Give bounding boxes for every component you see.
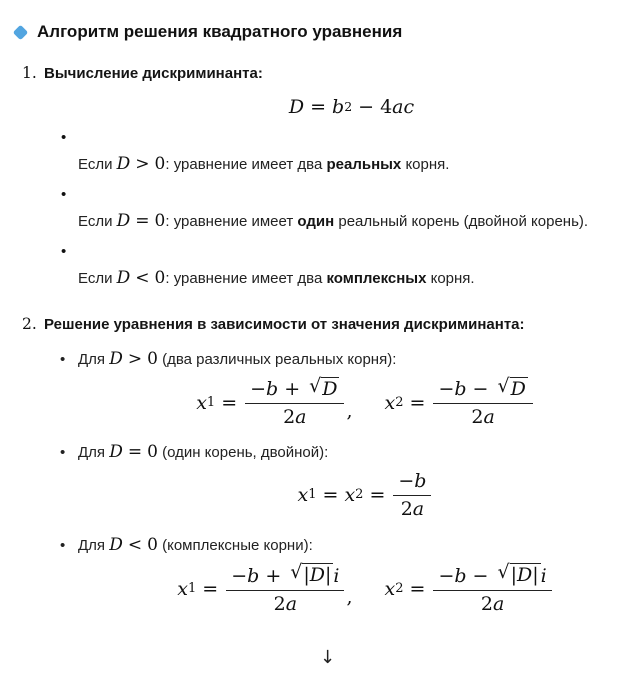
numerator xyxy=(433,377,532,404)
equation: x 1 = x 2 = − b 2a xyxy=(298,470,434,520)
math-var: D xyxy=(288,96,305,118)
bullet-marker-icon: • xyxy=(60,444,66,462)
equation-x2: x 2 = − b − √ |D| i 2a xyxy=(385,563,554,614)
math-var: x xyxy=(384,578,396,601)
equation-x1: x 1 = − b + √ |D| i 2a , xyxy=(177,561,353,615)
fraction xyxy=(393,470,431,520)
math-op: − xyxy=(398,470,415,493)
math-var: b xyxy=(454,564,467,587)
text-pre: Для xyxy=(78,444,110,462)
math-op: = xyxy=(202,578,219,601)
radical-sign: √ xyxy=(497,375,510,397)
math-var: D xyxy=(116,154,131,174)
math-op: − xyxy=(358,96,375,118)
numerator xyxy=(393,470,431,496)
text-pre: Если xyxy=(78,213,117,230)
math-num: 4 xyxy=(380,96,393,118)
math-op: = xyxy=(409,391,426,414)
math-var: b xyxy=(332,96,345,118)
ordered-item-1 xyxy=(22,64,623,82)
denominator xyxy=(481,591,504,615)
fraction xyxy=(433,563,551,614)
math-num: 0 xyxy=(154,211,166,231)
radicand: D xyxy=(322,378,338,400)
math-var: D xyxy=(109,442,123,463)
item-label: Решение уравнения в зависимости от значения дискриминанта: xyxy=(44,316,525,333)
math-var: D xyxy=(109,349,123,369)
sqrt-radical xyxy=(497,377,527,400)
case-bullet xyxy=(60,535,623,555)
math-op: − xyxy=(472,564,489,587)
math-var: a xyxy=(483,406,495,429)
text-tail: (комплексные корни): xyxy=(157,537,313,555)
abs-bar: | xyxy=(532,564,539,587)
text-tail: (два различных реальных корня): xyxy=(157,351,397,368)
bullet-marker-icon: • xyxy=(61,186,67,203)
abs-bar: | xyxy=(510,564,517,587)
comma: , xyxy=(346,586,353,609)
equation: D = b 2 − 4 a c xyxy=(288,96,415,118)
bullet-marker-icon: • xyxy=(60,351,66,368)
math-op: = xyxy=(221,391,238,414)
math-op: − xyxy=(231,564,248,587)
inline-math xyxy=(117,211,166,231)
math-rel: > xyxy=(135,154,150,174)
radicand xyxy=(510,563,541,586)
text-tail: реальный корень (двойной корень). xyxy=(334,213,589,230)
text-pre: Для xyxy=(78,537,110,555)
case-bullet xyxy=(60,442,623,462)
bold-term: комплексных xyxy=(326,270,427,287)
diamond-icon xyxy=(13,24,29,40)
math-var: x xyxy=(177,578,189,601)
math-var: x xyxy=(384,391,396,414)
math-num: 2 xyxy=(283,406,296,429)
text-pre: Для xyxy=(78,351,110,368)
denominator xyxy=(471,404,494,428)
text-tail: корня. xyxy=(401,156,450,173)
math-op: = xyxy=(310,96,327,118)
math-rel: > xyxy=(127,349,143,369)
math-op: − xyxy=(472,378,489,401)
radical-sign: √ xyxy=(309,375,322,397)
item-number: 2. xyxy=(22,315,37,333)
inline-math xyxy=(109,349,158,369)
math-num: 0 xyxy=(147,442,158,463)
bullet-marker-icon: • xyxy=(61,129,67,146)
bold-term: один xyxy=(297,213,335,230)
math-op: = xyxy=(409,578,426,601)
sqrt-radical xyxy=(497,563,540,586)
numerator xyxy=(226,563,344,590)
fraction xyxy=(226,563,344,614)
radical-sign: √ xyxy=(290,561,303,584)
abs-bar: | xyxy=(324,564,332,587)
math-op: = xyxy=(369,484,386,507)
inline-math xyxy=(109,535,158,555)
math-var: x xyxy=(196,391,207,414)
math-var: b xyxy=(266,378,279,401)
math-num: 0 xyxy=(147,349,158,369)
math-var: a xyxy=(412,498,425,521)
bullet-marker-icon: • xyxy=(61,243,67,260)
math-var: a xyxy=(492,592,505,615)
math-var: D xyxy=(116,268,131,288)
math-num: 2 xyxy=(273,592,286,615)
bullet-text xyxy=(78,211,623,232)
item-number: 1. xyxy=(22,64,37,82)
denominator xyxy=(283,404,306,428)
math-op: − xyxy=(438,564,455,587)
text-pre: Если xyxy=(78,156,117,173)
math-num: 0 xyxy=(154,154,166,174)
math-op: + xyxy=(265,564,282,587)
page-title: Алгоритм решения квадратного уравнения xyxy=(37,22,403,41)
bold-term: реальных xyxy=(326,156,402,173)
equation-x1: x 1 = − b + √ D 2a , xyxy=(196,375,353,429)
math-var: x xyxy=(344,484,356,507)
math-var: b xyxy=(247,564,260,587)
math-var: D xyxy=(109,535,123,556)
page-header xyxy=(15,22,623,42)
item-label: Вычисление дискриминанта: xyxy=(44,65,263,82)
math-num: 2 xyxy=(400,498,413,521)
scroll-down-arrow[interactable]: ↓ xyxy=(320,647,336,668)
math-op: + xyxy=(284,378,301,401)
radical-sign: √ xyxy=(497,561,510,584)
fraction xyxy=(245,377,344,428)
math-num: 2 xyxy=(471,406,484,429)
denominator xyxy=(274,591,297,615)
text-mid: : уравнение имеет два xyxy=(165,270,327,287)
numerator xyxy=(245,377,344,404)
bullet-text xyxy=(78,154,623,175)
math-rel: = xyxy=(127,442,143,463)
math-var: D xyxy=(309,564,325,587)
formula-discriminant xyxy=(40,96,623,118)
sqrt-radical xyxy=(309,377,339,400)
math-var: i xyxy=(333,564,340,587)
bullet-item xyxy=(0,244,623,289)
inline-math xyxy=(117,154,166,174)
comma: , xyxy=(346,399,353,422)
bullet-text xyxy=(78,268,623,289)
math-rel: < xyxy=(127,535,143,556)
math-var: D xyxy=(516,564,533,587)
math-op: − xyxy=(438,378,455,401)
bullet-marker-icon: • xyxy=(60,537,66,555)
math-var: b xyxy=(414,470,427,493)
text-mid: : уравнение имеет xyxy=(165,213,298,230)
text-tail: корня. xyxy=(426,270,475,287)
math-rel: = xyxy=(135,211,150,231)
math-var: a xyxy=(285,592,298,615)
case-bullet xyxy=(60,349,623,369)
denominator xyxy=(401,496,424,520)
case-text xyxy=(78,442,328,462)
radicand xyxy=(302,563,333,586)
math-var: D xyxy=(116,211,131,231)
text-pre: Если xyxy=(78,270,117,287)
case-text xyxy=(78,349,396,369)
inline-math xyxy=(109,442,158,462)
bullet-item xyxy=(0,130,623,175)
math-op: − xyxy=(250,378,267,401)
math-op: = xyxy=(322,484,339,507)
sqrt-radical xyxy=(290,563,333,586)
math-var: i xyxy=(540,564,547,587)
math-num: 2 xyxy=(480,592,493,615)
text-mid: : уравнение имеет два xyxy=(165,156,327,173)
math-var: b xyxy=(454,378,467,401)
equation-x2: x 2 = − b − √ D 2a xyxy=(385,377,535,428)
inline-math xyxy=(117,268,166,288)
numerator xyxy=(433,563,551,590)
math-var: x xyxy=(297,484,309,507)
ordered-item-2 xyxy=(22,315,623,333)
case-text xyxy=(78,535,313,555)
radicand: D xyxy=(510,378,526,400)
bullet-item xyxy=(0,187,623,232)
math-var: c xyxy=(403,96,415,118)
formula-two-real-roots xyxy=(54,377,623,428)
math-rel: < xyxy=(135,268,150,288)
math-var: a xyxy=(392,96,404,118)
abs-bar: | xyxy=(303,564,310,587)
math-num: 0 xyxy=(147,535,158,556)
formula-complex-roots xyxy=(54,563,623,614)
math-num: 0 xyxy=(154,268,166,288)
text-tail: (один корень, двойной): xyxy=(157,444,329,462)
fraction xyxy=(433,377,532,428)
formula-double-root xyxy=(54,470,623,520)
math-var: a xyxy=(295,406,307,429)
